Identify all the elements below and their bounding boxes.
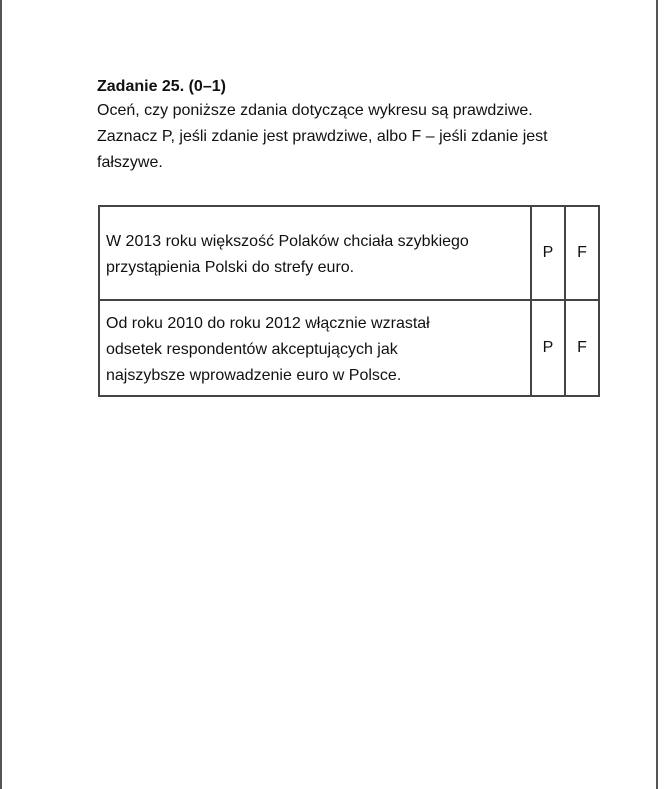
- statement-text: [99, 300, 531, 396]
- statement-line: W 2013 roku większość Polaków chciała szybkiego: [106, 233, 469, 250]
- statement-line: najszybsze wprowadzenie euro w Polsce.: [106, 367, 402, 384]
- task-instructions: [97, 98, 607, 176]
- choice-true[interactable]: P: [531, 206, 565, 300]
- instruction-line: Zaznacz P, jeśli zdanie jest prawdziwe, albo F – jeśli zdanie jest: [97, 128, 548, 145]
- true-false-table: [98, 205, 600, 397]
- task-title: Zadanie 25. (0–1): [97, 78, 226, 95]
- task-section: [97, 76, 607, 176]
- statement-text: [99, 206, 531, 300]
- choice-false[interactable]: F: [565, 300, 599, 396]
- statement-row: [99, 300, 599, 396]
- choice-true[interactable]: P: [531, 300, 565, 396]
- instruction-line: Oceń, czy poniższe zdania dotyczące wykresu są prawdziwe.: [97, 102, 533, 119]
- statement-line: Od roku 2010 do roku 2012 włącznie wzrastał: [106, 315, 430, 332]
- statement-row: [99, 206, 599, 300]
- statement-line: przystąpienia Polski do strefy euro.: [106, 259, 355, 276]
- instruction-line: fałszywe.: [97, 154, 163, 171]
- statement-line: odsetek respondentów akceptujących jak: [106, 341, 398, 358]
- choice-false[interactable]: F: [565, 206, 599, 300]
